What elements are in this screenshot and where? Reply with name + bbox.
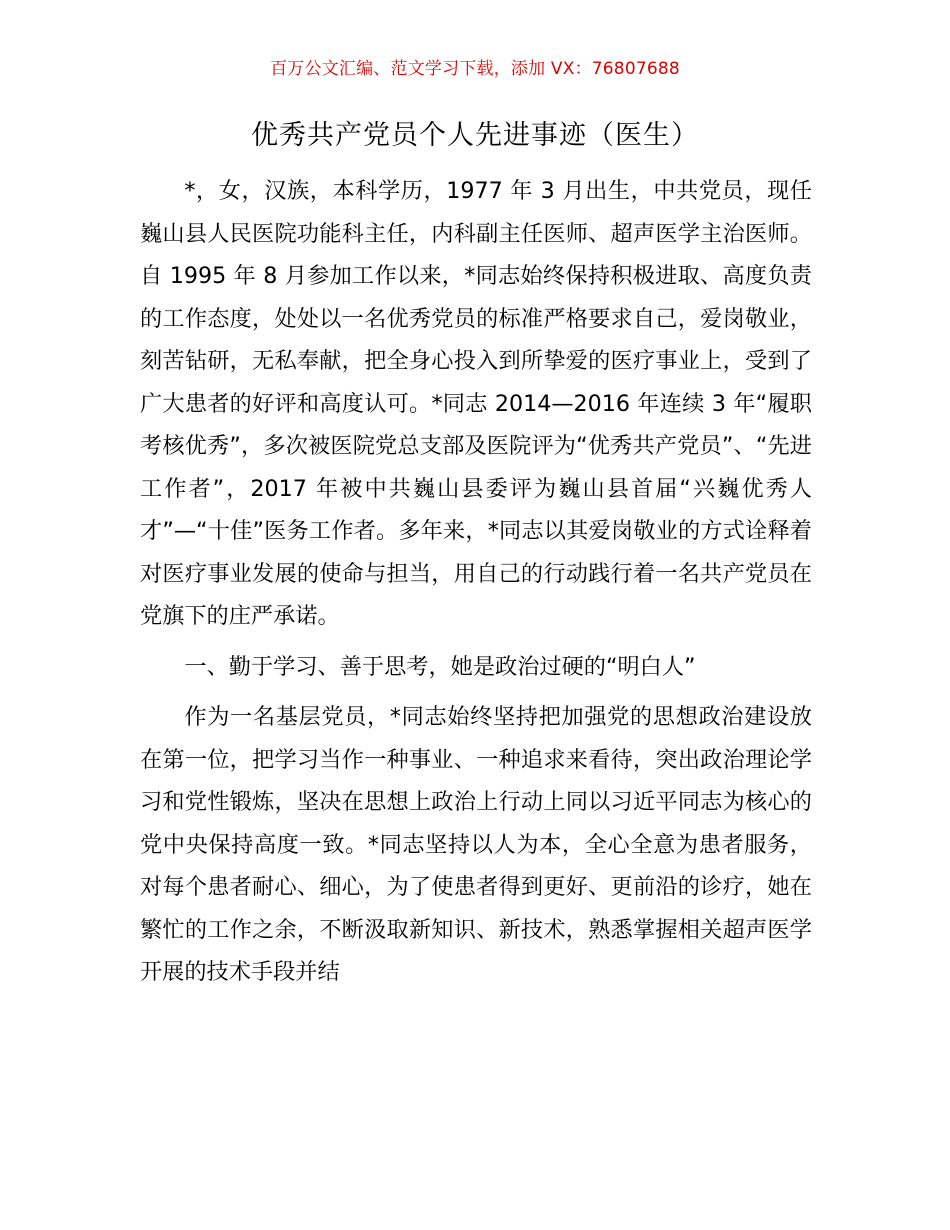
section-heading: 一、勤于学习、善于思考，她是政治过硬的“明白人” bbox=[184, 653, 696, 680]
section-paragraph: 作为一名基层党员，*同志始终坚持把加强党的思想政治建设放在第一位，把学习当作一种事业、一种追求来看待，突出政治理论学习和党性锻炼，坚决在思想上政治上行动上同以习近平同志为核心的党中央保持高度一致。*同志坚持以人为本，全心全意为患者服务，对每个患者耐心、细心，为了使患者得到更好、更前沿的诊疗，她在繁忙的工作之余，不断汲取新知识、新技术，熟悉掌握相关超声医学开展的技术手段并结 bbox=[140, 704, 812, 985]
document-title: 优秀共产党员个人先进事迹（医生） bbox=[251, 120, 699, 151]
document-body bbox=[140, 170, 812, 994]
intro-paragraph: *，女，汉族，本科学历，1977 年 3 月出生，中共党员，现任巍山县人民医院功能科主任，内科副主任医师、超声医学主治医师。自 1995 年 8 月参加工作以来，*同志始终保持积极进取、高度负责的工作态度，处处以一名优秀党员的标准严格要求自己，爱岗敬业，刻苦钻研，无私奉献，把全身心投入到所挚爱的医疗事业上，受到了广大患者的好评和高度认可。*同志 2014—2016 年连续 3 年“履职考核优秀”，多次被医院党总支部及医院评为“优秀共产党员”、“先进工作者”，2017 年被中共巍山县委评为巍山县首届“兴巍优秀人才”—“十佳”医务工作者。多年来，*同志以其爱岗敬业的方式诠释着对医疗事业发展的使命与担当，用自己的行动践行着一名共产党员在党旗下的庄严承诺。 bbox=[140, 178, 812, 629]
header-banner: 百万公文汇编、范文学习下载，添加 VX：76807688 bbox=[270, 59, 680, 79]
